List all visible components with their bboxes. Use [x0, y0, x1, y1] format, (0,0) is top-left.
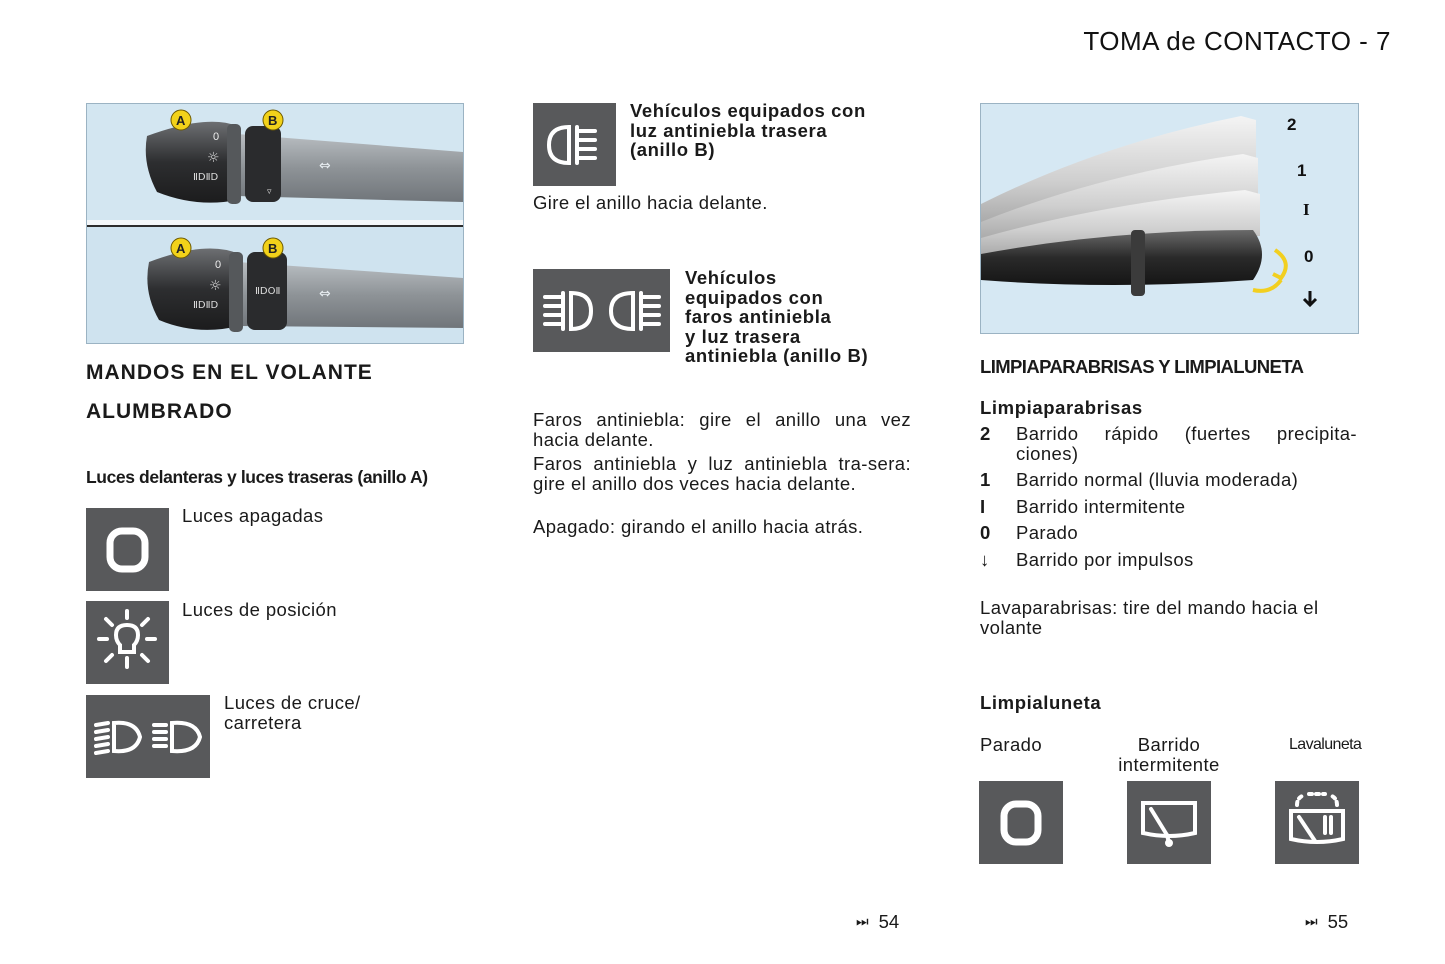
- ring-a-label: A: [176, 113, 186, 128]
- wiper-pos-2: 2: [1287, 115, 1297, 134]
- wiper-stalk-drawing: [981, 104, 1358, 333]
- skip-forward-icon: ⏭: [856, 914, 869, 930]
- subheading-ring-a: Luces delanteras y luces traseras (anillo A): [86, 467, 428, 487]
- item-label-headlights: Luces de cruce/ carretera: [224, 692, 361, 733]
- svg-text:ⅡDⅡD: ⅡDⅡD: [193, 300, 219, 311]
- position-lights-icon: [86, 601, 169, 684]
- windscreen-title: Limpiaparabrisas: [980, 397, 1143, 418]
- rear-wiper-off-icon: [979, 781, 1063, 864]
- section-heading-wipers: LIMPIAPARABRISAS Y LIMPIALUNETA: [980, 356, 1304, 377]
- svg-text:0: 0: [215, 259, 222, 271]
- section-heading-lighting: ALUMBRADO: [86, 400, 233, 423]
- rear-fog-light-icon: [533, 103, 616, 186]
- page-link-55[interactable]: ⏭ 55: [1305, 911, 1349, 932]
- front-fog-para-2: Faros antiniebla y luz antiniebla tra-sera: gire el anillo dos veces hacia delante.: [533, 453, 911, 494]
- list-item: 2 Barrido rápido (fuertes precipita-ciones): [980, 423, 1357, 464]
- svg-text:ⅡDOⅡ: ⅡDOⅡ: [255, 286, 281, 297]
- lights-off-icon: [86, 508, 169, 591]
- lighting-stalk-drawing: [87, 104, 463, 343]
- wiper-pos-I: I: [1303, 200, 1310, 219]
- list-item: I Barrido intermitente: [980, 495, 1186, 517]
- svg-text:ⅡDⅡD: ⅡDⅡD: [193, 172, 219, 183]
- wiper-stalk-illustration: [980, 103, 1359, 334]
- list-item: 0 Parado: [980, 522, 1079, 543]
- svg-text:A: A: [176, 241, 186, 256]
- front-fog-para-3: Apagado: girando el anillo hacia atrás.: [533, 516, 864, 537]
- rear-fog-title: Vehículos equipados con luz antiniebla trasera (anillo B): [630, 100, 866, 160]
- svg-text:0: 0: [213, 131, 220, 143]
- rear-col-label-off: Parado: [980, 734, 1043, 755]
- skip-forward-icon: ⏭: [1305, 914, 1318, 930]
- windscreen-list: [980, 424, 1357, 569]
- svg-text:▿: ▿: [267, 187, 272, 197]
- section-heading-controls: MANDOS EN EL VOLANTE: [86, 361, 373, 384]
- wiper-pos-0: 0: [1304, 247, 1314, 266]
- washer-instruction: Lavaparabrisas: tire del mando hacia el volante: [980, 597, 1319, 638]
- svg-text:☼: ☼: [209, 278, 222, 294]
- wiper-pos-1: 1: [1297, 161, 1307, 180]
- rear-col-label-washer: Lavaluneta: [1289, 736, 1362, 753]
- headlights-icon: [86, 695, 210, 778]
- item-label-position-lights: Luces de posición: [182, 599, 337, 620]
- item-label-lights-off: Luces apagadas: [182, 505, 324, 526]
- down-arrow-icon: ↓: [980, 548, 990, 570]
- lighting-stalk-illustration: [86, 103, 464, 344]
- svg-text:☼: ☼: [207, 150, 220, 166]
- list-item: ↓ Barrido por impulsos: [980, 548, 1194, 570]
- rear-fog-instruction: Gire el anillo hacia delante.: [533, 192, 768, 213]
- svg-text:⇔: ⇔: [319, 158, 331, 174]
- rear-wiper-intermittent-icon: [1127, 781, 1211, 864]
- svg-text:B: B: [268, 241, 278, 256]
- rear-washer-icon: [1275, 781, 1359, 864]
- front-and-rear-fog-light-icon: [533, 269, 670, 352]
- rear-wiper-title: Limpialuneta: [980, 692, 1102, 713]
- list-item: 1 Barrido normal (lluvia moderada): [980, 469, 1299, 490]
- front-fog-para-1: Faros antiniebla: gire el anillo una vez hacia delante.: [533, 409, 911, 450]
- page-header: TOMA de CONTACTO - 7: [1083, 26, 1391, 56]
- page-link-54[interactable]: ⏭ 54: [856, 911, 900, 932]
- front-fog-title: Vehículos equipados con faros antiniebla y luz trasera antiniebla (anillo B): [685, 267, 869, 366]
- svg-text:⇔: ⇔: [319, 286, 331, 302]
- rear-col-label-intermittent: Barrido intermitente: [1118, 734, 1220, 775]
- ring-b-label: B: [268, 113, 278, 128]
